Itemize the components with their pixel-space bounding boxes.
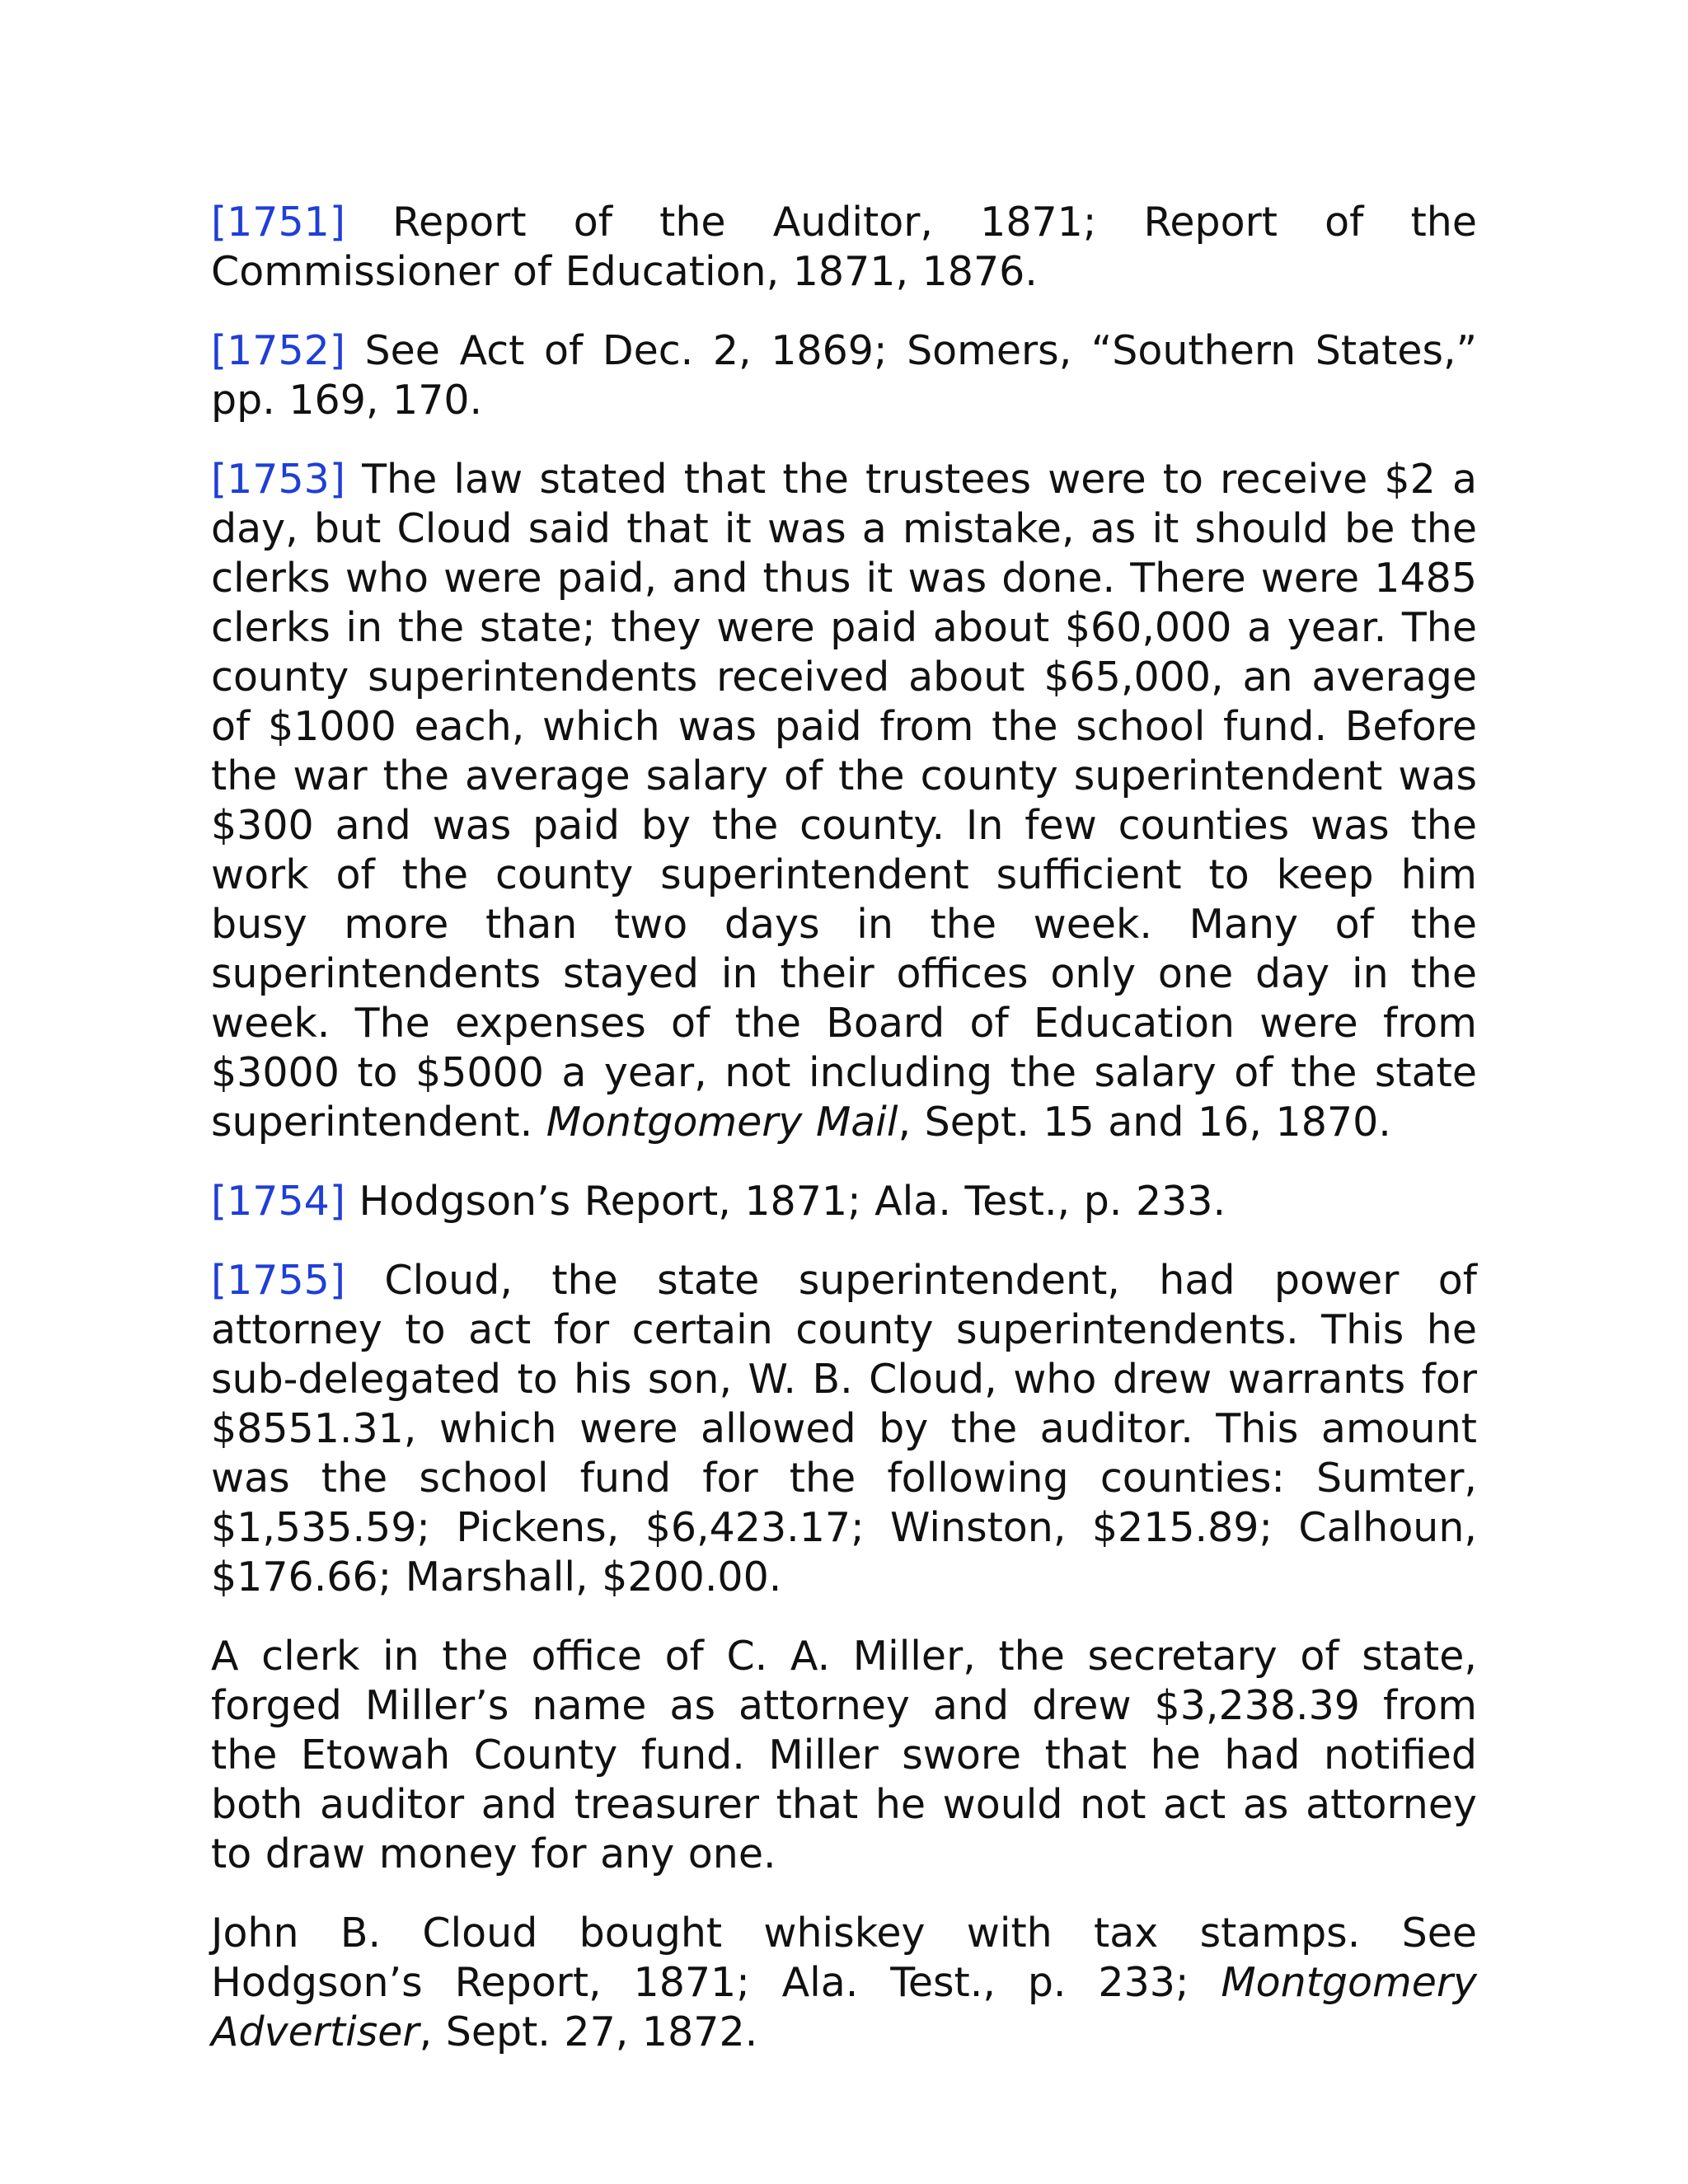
- footnote-text: See Act of Dec. 2, 1869; Somers, “Southern States,” pp. 169, 170.: [211, 327, 1477, 424]
- continuation-paragraph: [211, 1632, 1477, 1879]
- footnote-1752: [211, 326, 1477, 425]
- paragraph-text: John B. Cloud bought whiskey with tax stamps. See Hodgson’s Report, 1871; Ala. Test., p. 233;: [211, 1910, 1477, 2006]
- continuation-paragraph: [211, 1909, 1477, 2057]
- footnote-link-1751[interactable]: [1751]: [211, 199, 345, 246]
- publication-title: Montgomery Mail: [546, 1099, 898, 1146]
- footnote-text-tail: , Sept. 15 and 16, 1870.: [898, 1099, 1391, 1146]
- publication-title: Montgomery Advertiser: [211, 1959, 1477, 2055]
- footnote-1753: [211, 455, 1477, 1147]
- footnote-link-1753[interactable]: [1753]: [211, 456, 345, 503]
- paragraph-text-tail: , Sept. 27, 1872.: [419, 2008, 758, 2055]
- footnote-1755: [211, 1256, 1477, 1602]
- footnote-text: Hodgson’s Report, 1871; Ala. Test., p. 233.: [345, 1178, 1226, 1225]
- footnote-text: Cloud, the state superintendent, had power of attorney to act for certain county superintendents. This he sub-delegated to his son, W. B. Cloud, who drew warrants for $8551.31, which were allowed by the auditor. This amount was the school fund for the following counties: Sumter, $1,535.59; Pickens, $6,423.17; Winston, $215.89; Calhoun, $176.66; Marshall, $200.00.: [211, 1257, 1477, 1601]
- footnote-text: The law stated that the trustees were to receive $2 a day, but Cloud said that it was a mistake, as it should be the clerks who were paid, and thus it was done. There were 1485 clerks in the state; they were paid about $60,000 a year. The county superintendents received about $65,000, an average of $1000 each, which was paid from the school fund. Before the war the average salary of the county superintendent was $300 and was paid by the county. In few counties was the work of the county superintendent sufficient to keep him busy more than two days in the week. Many of the superintendents stayed in their offices only one day in the week. The expenses of the Board of Education were from $3000 to $5000 a year, not including the salary of the state superintendent.: [211, 456, 1477, 1146]
- footnote-link-1755[interactable]: [1755]: [211, 1257, 345, 1304]
- paragraph-text: A clerk in the office of C. A. Miller, the secretary of state, forged Miller’s name as attorney and drew $3,238.39 from the Etowah County fund. Miller swore that he had notified both auditor and treasurer that he would not act as attorney to draw money for any one.: [211, 1633, 1477, 1877]
- footnote-link-1752[interactable]: [1752]: [211, 327, 345, 374]
- footnote-link-1754[interactable]: [1754]: [211, 1178, 345, 1225]
- footnote-text: Report of the Auditor, 1871; Report of the Commissioner of Education, 1871, 1876.: [211, 199, 1477, 295]
- footnote-1751: [211, 198, 1477, 297]
- footnote-1754: [211, 1177, 1477, 1226]
- footnotes-page: [211, 198, 1477, 2087]
